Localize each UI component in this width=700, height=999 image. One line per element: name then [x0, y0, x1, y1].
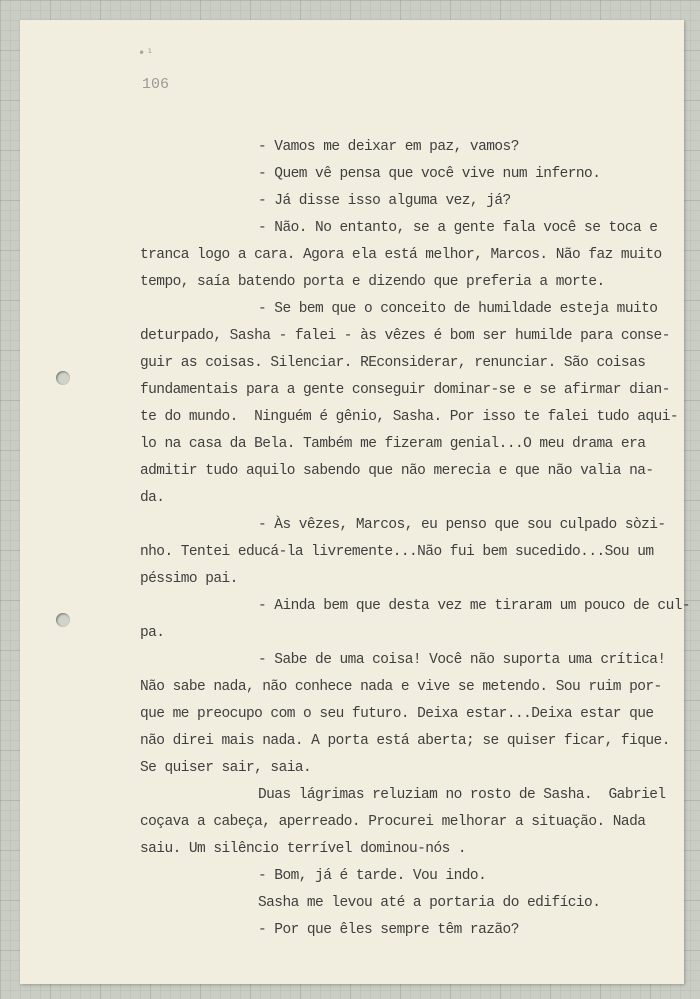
text-line: Sasha me levou até a portaria do edifício. [258, 895, 601, 911]
text-line: lo na casa da Bela. Também me fizeram genial...O meu drama era [140, 436, 646, 452]
text-line: - Por que êles sempre têm razão? [258, 922, 519, 938]
text-line: deturpado, Sasha - falei - às vêzes é bom ser humilde para conse- [140, 328, 670, 344]
text-line: que me preocupo com o seu futuro. Deixa estar...Deixa estar que [140, 706, 654, 722]
text-line: saiu. Um silêncio terrível dominou-nós . [140, 841, 467, 857]
text-line: coçava a cabeça, aperreado. Procurei melhorar a situação. Nada [140, 814, 646, 830]
text-line: péssimo pai. [140, 571, 238, 587]
text-line: - Se bem que o conceito de humildade esteja muito [258, 301, 658, 317]
text-line: - Bom, já é tarde. Vou indo. [258, 868, 487, 884]
text-line: Não sabe nada, não conhece nada e vive se metendo. Sou ruim por- [140, 679, 662, 695]
punch-hole-top [56, 371, 70, 385]
text-line: da. [140, 490, 165, 506]
text-line: tempo, saía batendo porta e dizendo que preferia a morte. [140, 274, 605, 290]
text-line: não direi mais nada. A porta está aberta; se quiser ficar, fique. [140, 733, 670, 749]
text-line: Se quiser sair, saia. [140, 760, 312, 776]
page-body-text [140, 134, 691, 944]
text-line: fundamentais para a gente conseguir dominar-se e se afirmar dian- [140, 382, 670, 398]
text-line: guir as coisas. Silenciar. REconsiderar, renunciar. São coisas [140, 355, 646, 371]
text-line: - Sabe de uma coisa! Você não suporta uma crítica! [258, 652, 666, 668]
text-line: pa. [140, 625, 165, 641]
text-line: - Ainda bem que desta vez me tiraram um pouco de cul- [258, 598, 691, 614]
text-line: admitir tudo aquilo sabendo que não merecia e que não valia na- [140, 463, 654, 479]
text-line: te do mundo. Ninguém é gênio, Sasha. Por isso te falei tudo aqui- [140, 409, 678, 425]
punch-hole-bottom [56, 613, 70, 627]
text-line: - Às vêzes, Marcos, eu penso que sou culpado sòzi- [258, 517, 666, 533]
text-line: - Não. No entanto, se a gente fala você se toca e [258, 220, 658, 236]
page-number: 106 [142, 76, 170, 93]
text-line: Duas lágrimas reluziam no rosto de Sasha. Gabriel [258, 787, 666, 803]
text-line: tranca logo a cara. Agora ela está melhor, Marcos. Não faz muito [140, 247, 662, 263]
text-line: nho. Tentei educá-la livremente...Não fui bem sucedido...Sou um [140, 544, 654, 560]
text-line: - Quem vê pensa que você vive num inferno. [258, 166, 601, 182]
text-line: - Vamos me deixar em paz, vamos? [258, 139, 519, 155]
typewritten-page [20, 20, 691, 984]
corner-mark: •¹ [138, 46, 155, 60]
text-line: - Já disse isso alguma vez, já? [258, 193, 511, 209]
